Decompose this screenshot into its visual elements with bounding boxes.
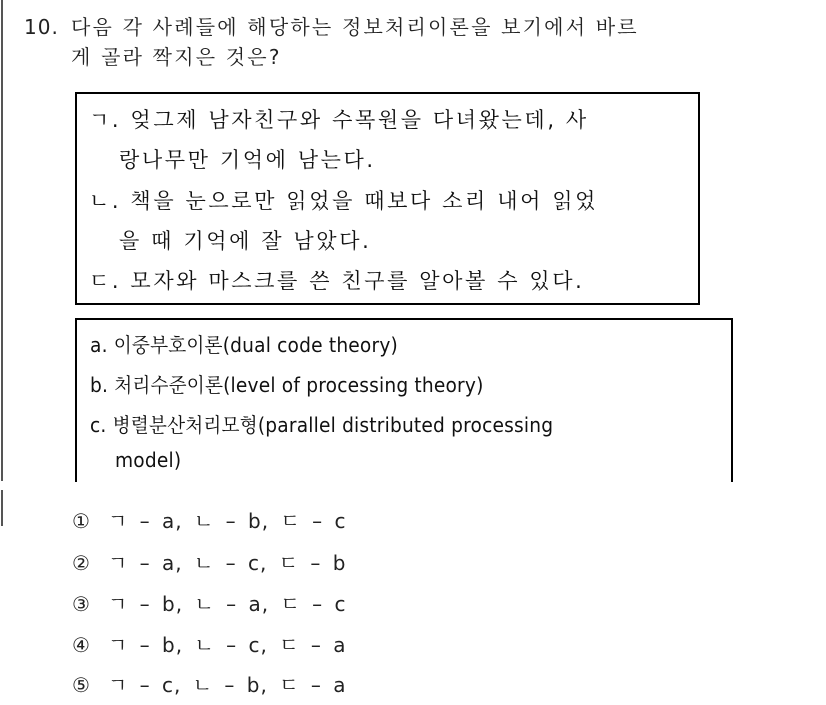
theory-a: a. 이중부호이론(dual code theory): [90, 333, 398, 357]
choice-3-number: ③: [72, 592, 91, 616]
theory-c-line-2: model): [115, 448, 182, 472]
theory-b: b. 처리수준이론(level of processing theory): [90, 373, 484, 397]
choice-4-text: ㄱ – b, ㄴ – c, ㄷ – a: [108, 633, 347, 657]
choice-3-text: ㄱ – b, ㄴ – a, ㄷ – c: [108, 592, 347, 616]
theory-c-line-1: c. 병렬분산처리모형(parallel distributed processing: [90, 413, 554, 437]
question-text-1: 다음 각 사례들에 해당하는 정보처리이론을 보기에서 바르: [71, 15, 639, 39]
question-line-2: 게 골라 짝지은 것은?: [71, 45, 282, 69]
question-number: 10.: [24, 15, 59, 39]
choice-5-text: ㄱ – c, ㄴ – b, ㄷ – a: [108, 673, 347, 697]
theories-box: [75, 318, 733, 482]
left-margin-rule-segment: [1, 490, 3, 526]
example-nieun-line-2: 을 때 기억에 잘 남았다.: [119, 229, 372, 253]
choice-5-number: ⑤: [72, 673, 91, 697]
choice-2[interactable]: [72, 547, 346, 576]
choice-1-text: ㄱ – a, ㄴ – b, ㄷ – c: [108, 509, 347, 533]
example-giyeok-line-1: ㄱ. 엊그제 남자친구와 수목원을 다녀왔는데, 사: [89, 108, 589, 132]
example-digeut-line-1: ㄷ. 모자와 마스크를 쓴 친구를 알아볼 수 있다.: [89, 269, 585, 293]
choice-4-number: ④: [72, 633, 91, 657]
left-margin-rule: [1, 0, 3, 481]
choice-3[interactable]: [72, 588, 346, 617]
question-line-1: [24, 12, 784, 42]
example-nieun-line-1: ㄴ. 책을 눈으로만 읽었을 때보다 소리 내어 읽었: [89, 189, 599, 213]
choice-2-number: ②: [72, 551, 91, 575]
choice-4[interactable]: [72, 629, 346, 658]
choice-1-number: ①: [72, 509, 91, 533]
examples-box: [75, 92, 700, 305]
question-stem: [24, 12, 784, 72]
choice-2-text: ㄱ – a, ㄴ – c, ㄷ – b: [108, 551, 347, 575]
example-giyeok-line-2: 랑나무만 기억에 남는다.: [119, 148, 376, 172]
choice-1[interactable]: [72, 505, 346, 534]
choice-5[interactable]: [72, 669, 346, 698]
